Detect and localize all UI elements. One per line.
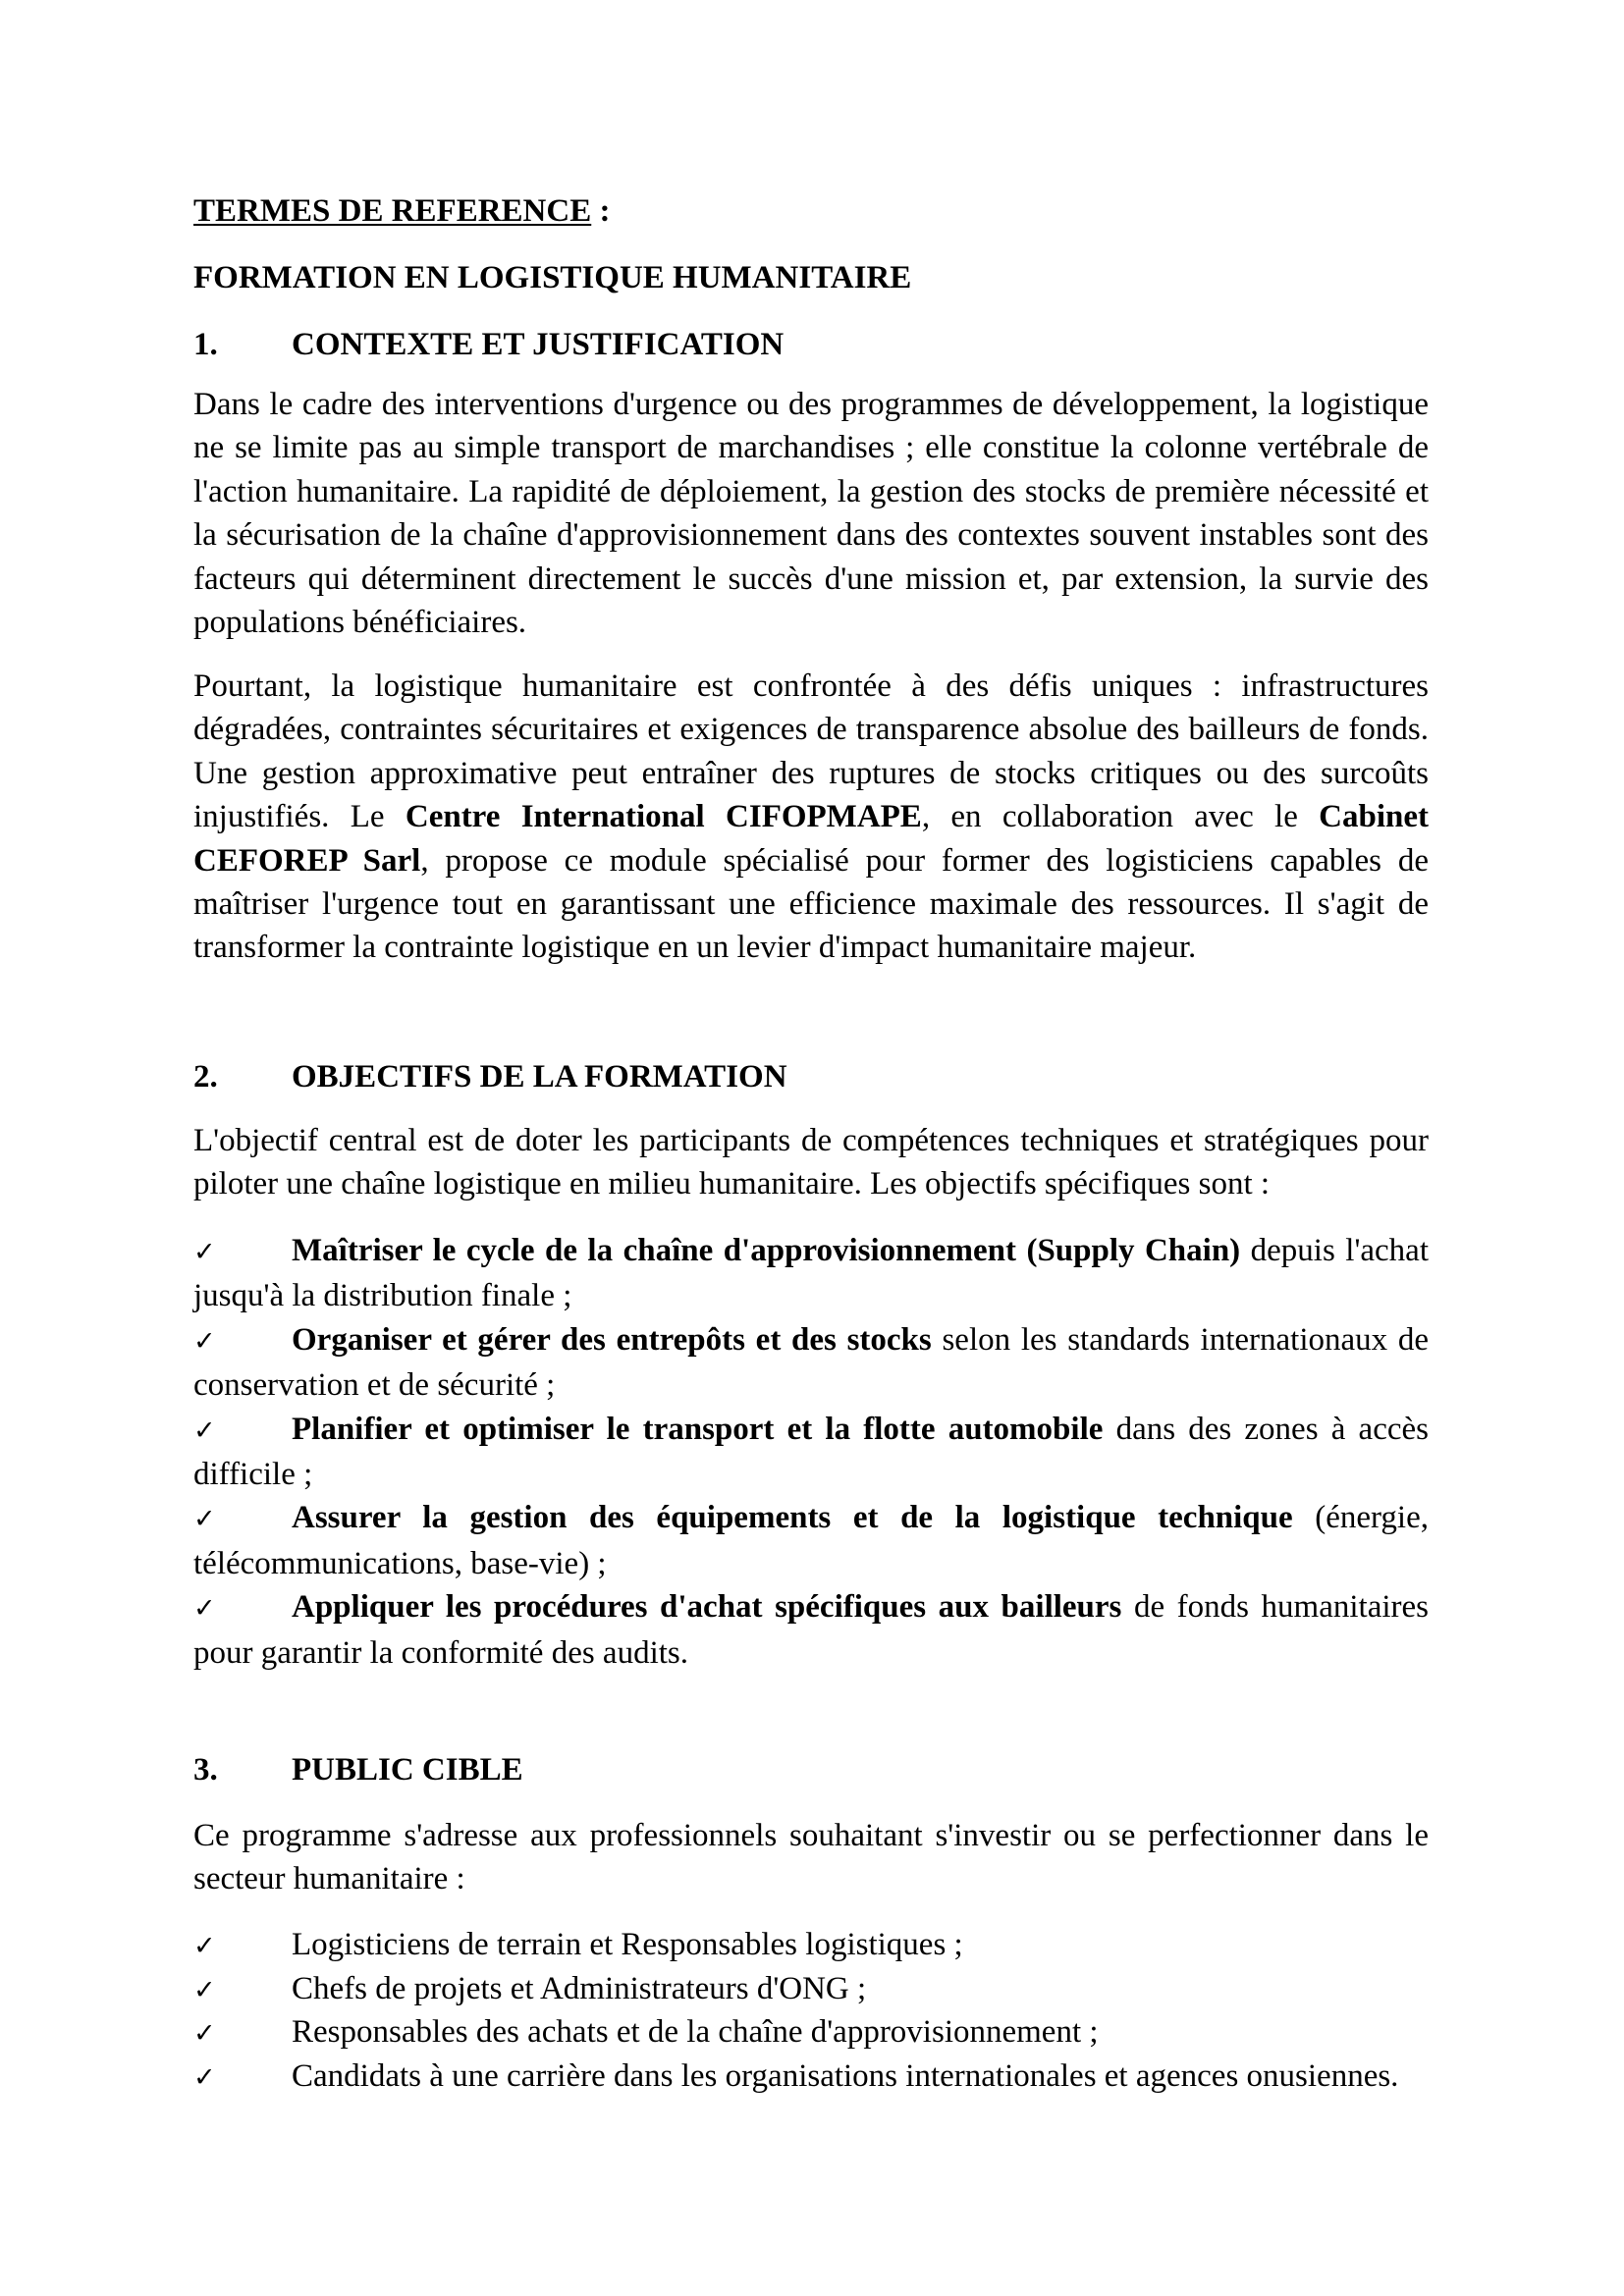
list-item-text: Logisticiens de terrain et Responsables logistiques ; — [292, 1927, 963, 1962]
paragraph-contexte-2 — [193, 665, 1429, 970]
organization-name-cifopmape: Centre International CIFOPMAPE — [405, 799, 922, 835]
list-item — [193, 1408, 1429, 1497]
list-item-bold: Assurer la gestion des équipements et de la logistique technique — [292, 1500, 1293, 1536]
paragraph-text: , propose ce module spécialisé pour former des logisticiens capables de maîtriser l'urgence tout en garantissant une efficience maximale des ressources. Il s'agit de transformer la contrainte logistique en un levier d'impact humanitaire majeur. — [193, 842, 1429, 966]
section-heading-contexte — [193, 323, 1429, 366]
list-item-text: depuis l'achat jusqu'à la distribution finale ; — [193, 1233, 1429, 1314]
list-item — [193, 1496, 1429, 1585]
document-title-suffix: : — [591, 193, 611, 229]
document-subtitle: FORMATION EN LOGISTIQUE HUMANITAIRE — [193, 260, 912, 295]
document-title-label: TERMES DE REFERENCE — [193, 193, 592, 229]
checkmark-icon: ✓ — [193, 1504, 216, 1535]
section-number: 2. — [193, 1059, 218, 1095]
section-title: CONTEXTE ET JUSTIFICATION — [292, 327, 785, 362]
list-item-text: de fonds humanitaires pour garantir la conformité des audits. — [193, 1589, 1429, 1671]
checkmark-icon: ✓ — [193, 1415, 216, 1446]
list-item — [193, 1968, 1429, 2012]
public-cible-list — [193, 1924, 1429, 2099]
list-item — [193, 2011, 1429, 2056]
list-item — [193, 2056, 1429, 2100]
list-item-bold: Planifier et optimiser le transport et la flotte automobile — [292, 1411, 1104, 1447]
checkmark-icon: ✓ — [193, 1974, 216, 2005]
checkmark-icon: ✓ — [193, 1931, 216, 1961]
list-item — [193, 1585, 1429, 1675]
list-item-bold: Appliquer les procédures d'achat spécifiques aux bailleurs — [292, 1589, 1122, 1626]
list-item-bold: Maîtriser le cycle de la chaîne d'approvisionnement (Supply Chain) — [292, 1233, 1241, 1268]
section-number: 1. — [193, 327, 218, 362]
paragraph-text: Pourtant, la logistique humanitaire est confrontée à des défis uniques : infrastructures dégradées, contraintes sécuritaires et exigences de transparence absolue des bailleurs de fonds. Une gestion approximative peut entraîner des ruptures de stocks critiques ou des surcoûts injustifiés. Le — [193, 668, 1429, 835]
list-item — [193, 1924, 1429, 1968]
organization-name-ceforep: Cabinet CEFOREP Sarl — [193, 799, 1430, 879]
paragraph-text: , en collaboration avec le — [921, 799, 1320, 835]
checkmark-icon: ✓ — [193, 1325, 216, 1357]
list-item-text: Candidats à une carrière dans les organisations internationales et agences onusiennes. — [292, 2057, 1399, 2094]
section-heading-public-cible — [193, 1748, 1429, 1791]
list-item-text: dans des zones à accès difficile ; — [193, 1411, 1429, 1493]
paragraph-contexte-1: Dans le cadre des interventions d'urgence ou des programmes de développement, la logistique ne se limite pas au simple transport de marchandises ; elle constitue la colonne vertébrale de l'action humanitaire. La rapidité de déploiement, la gestion des stocks de première nécessité et la sécurisation de la chaîne d'approvisionnement dans des contextes souvent instables sont des facteurs qui déterminent directement le succès d'une mission et, par extension, la survie des populations bénéficiaires. — [193, 387, 1429, 641]
checkmark-icon: ✓ — [193, 1237, 216, 1267]
objectifs-list — [193, 1229, 1429, 1675]
section-heading-objectifs — [193, 1055, 1429, 1098]
checkmark-icon: ✓ — [193, 2061, 216, 2093]
objectifs-intro: L'objectif central est de doter les participants de compétences techniques et stratégiques pour piloter une chaîne logistique en milieu humanitaire. Les objectifs spécifiques sont : — [193, 1123, 1429, 1202]
public-cible-intro: Ce programme s'adresse aux professionnels souhaitant s'investir ou se perfectionner dans le secteur humanitaire : — [193, 1818, 1429, 1897]
section-number: 3. — [193, 1752, 218, 1788]
checkmark-icon: ✓ — [193, 2018, 216, 2049]
list-item-text: Responsables des achats et de la chaîne d'approvisionnement ; — [292, 2014, 1099, 2050]
list-item — [193, 1229, 1429, 1318]
list-item-text: Chefs de projets et Administrateurs d'ONG ; — [292, 1970, 867, 2006]
section-title: OBJECTIFS DE LA FORMATION — [292, 1059, 787, 1095]
list-item-text: (énergie, télécommunications, base-vie) ; — [193, 1500, 1429, 1581]
list-item-bold: Organiser et gérer des entrepôts et des stocks — [292, 1321, 932, 1358]
checkmark-icon: ✓ — [193, 1593, 216, 1625]
section-title: PUBLIC CIBLE — [292, 1752, 523, 1788]
list-item-text: selon les standards internationaux de conservation et de sécurité ; — [193, 1321, 1430, 1404]
list-item — [193, 1318, 1429, 1408]
document-title — [193, 189, 1429, 233]
